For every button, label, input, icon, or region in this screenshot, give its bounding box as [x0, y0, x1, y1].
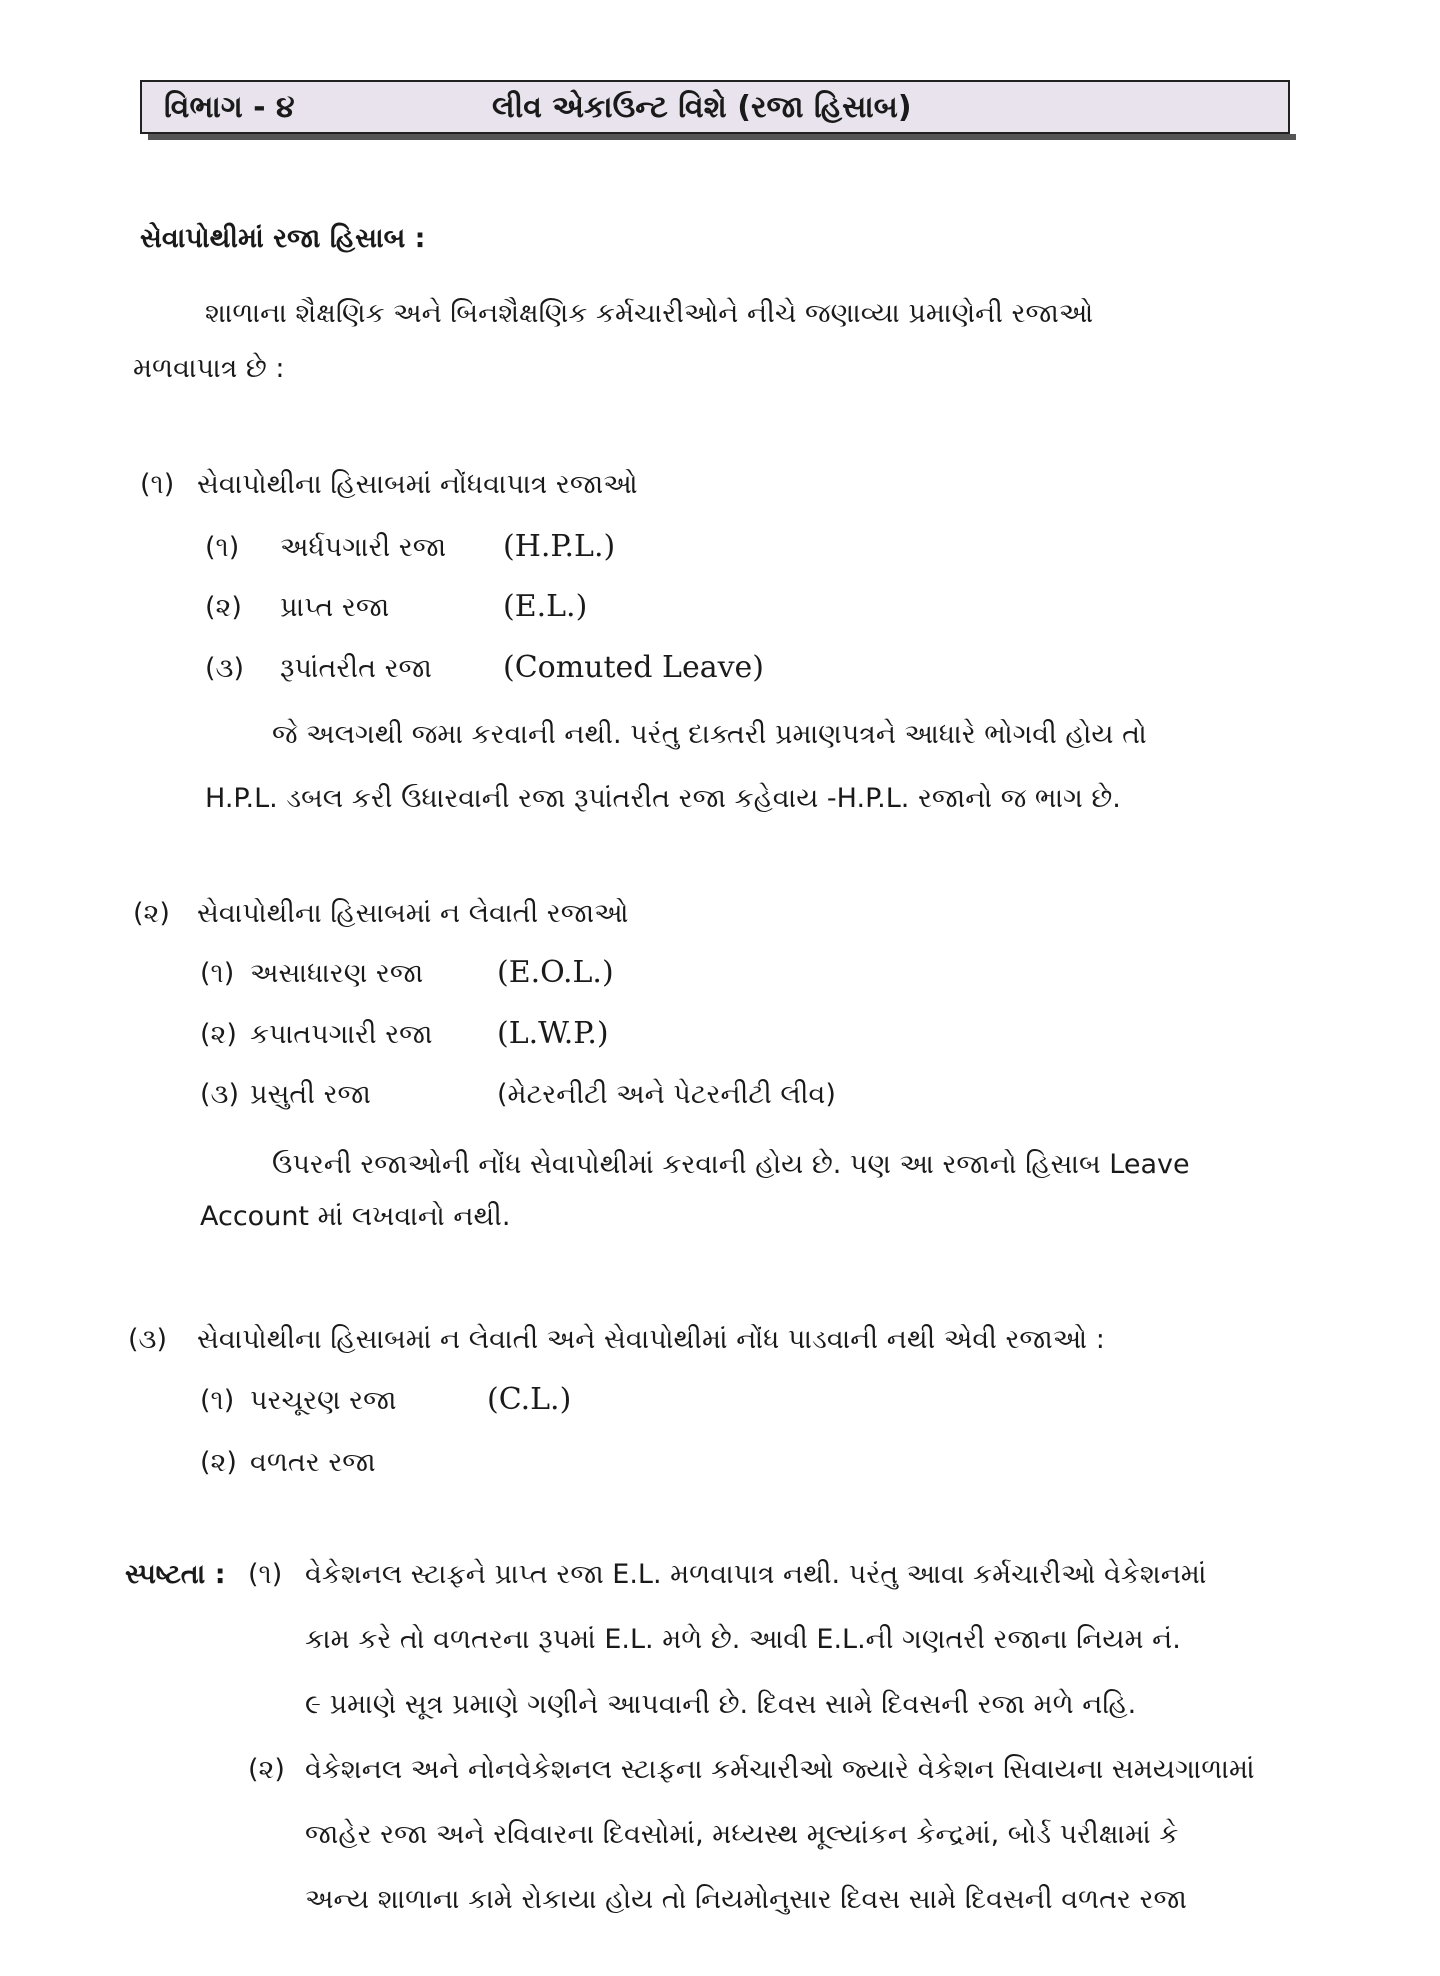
clarification-p2-line-1: વેકેશનલ અને નોનવેકેશનલ સ્ટાફના કર્મચારીઓ જ્યારે વેકેશન સિવાયના સમયગાળામાં [305, 1754, 1255, 1785]
section-title: લીવ એકાઉન્ટ વિશે (રજા હિસાબ) [492, 90, 912, 125]
part2-title: સેવાપોથીના હિસાબમાં ન લેવાતી રજાઓ [197, 898, 629, 929]
clarification-point-number: (૨) [248, 1754, 285, 1785]
part3-item-number: (૧) [200, 1385, 235, 1416]
part3-item-name: પરચૂરણ રજા [250, 1385, 397, 1416]
part1-item-code: (E.L.) [503, 589, 588, 624]
clarification-p1-line-1: વેકેશનલ સ્ટાફને પ્રાપ્ત રજા E.L. મળવાપાત્ર નથી. પરંતુ આવા કર્મચારીઓ વેકેશનમાં [305, 1559, 1207, 1590]
part1-item-code: (Comuted Leave) [503, 650, 765, 685]
part1-item-name: રૂપાંતરીત રજા [280, 653, 432, 684]
part2-item-number: (૨) [200, 1019, 237, 1050]
clarification-p1-line-3: ૯ પ્રમાણે સૂત્ર પ્રમાણે ગણીને આપવાની છે. દિવસ સામે દિવસની રજા મળે નહિ. [305, 1689, 1137, 1720]
part1-item-number: (૧) [205, 532, 240, 563]
part1-item-name: અર્ધપગારી રજા [280, 532, 447, 563]
intro-line-2: મળવાપાત્ર છે : [133, 353, 285, 384]
part3-title: સેવાપોથીના હિસાબમાં ન લેવાતી અને સેવાપોથીમાં નોંધ પાડવાની નથી એવી રજાઓ : [197, 1324, 1105, 1355]
part2-item-name: અસાધારણ રજા [250, 958, 424, 989]
part1-title: સેવાપોથીના હિસાબમાં નોંધવાપાત્ર રજાઓ [197, 469, 638, 500]
part1-item-code: (H.P.L.) [503, 529, 616, 564]
part2-note-line-2: Account માં લખવાનો નથી. [200, 1201, 511, 1232]
part1-note-line-2: H.P.L. ડબલ કરી ઉધારવાની રજા રૂપાંતરીત રજા કહેવાય -H.P.L. રજાનો જ ભાગ છે. [205, 783, 1121, 814]
section-header-box [140, 80, 1290, 134]
part2-item-code: (E.O.L.) [497, 955, 614, 990]
part1-note-line-1: જે અલગથી જમા કરવાની નથી. પરંતુ દાક્તરી પ્રમાણપત્રને આધારે ભોગવી હોય તો [272, 719, 1147, 750]
page-heading: સેવાપોથીમાં રજા હિસાબ : [140, 223, 426, 254]
intro-line-1: શાળાના શૈક્ષણિક અને બિનશૈક્ષણિક કર્મચારીઓને નીચે જણાવ્યા પ્રમાણેની રજાઓ [205, 298, 1094, 329]
part3-item-name: વળતર રજા [250, 1447, 376, 1478]
part1-item-name: પ્રાપ્ત રજા [280, 592, 390, 623]
part3-item-code: (C.L.) [487, 1382, 572, 1417]
clarification-label: સ્પષ્ટતા : [125, 1559, 226, 1590]
clarification-p2-line-2: જાહેર રજા અને રવિવારના દિવસોમાં, મધ્યસ્થ મૂલ્યાંકન કેન્દ્રમાં, બોર્ડ પરીક્ષામાં કે [305, 1819, 1179, 1850]
part1-item-number: (૩) [205, 653, 245, 684]
part1-item-number: (૨) [205, 592, 242, 623]
section-number: વિભાગ - ૪ [164, 90, 295, 125]
part2-item-name: પ્રસુતી રજા [250, 1079, 371, 1110]
clarification-p2-line-3: અન્ય શાળાના કામે રોકાયા હોય તો નિયમોનુસાર દિવસ સામે દિવસની વળતર રજા [305, 1884, 1187, 1915]
part3-item-number: (૨) [200, 1447, 237, 1478]
part2-item-name: કપાતપગારી રજા [250, 1019, 433, 1050]
clarification-point-number: (૧) [248, 1559, 283, 1590]
part2-note-line-1: ઉપરની રજાઓની નોંધ સેવાપોથીમાં કરવાની હોય છે. પણ આ રજાનો હિસાબ Leave [272, 1149, 1190, 1180]
part2-item-number: (૧) [200, 958, 235, 989]
part2-item-code: (L.W.P.) [497, 1016, 609, 1051]
clarification-p1-line-2: કામ કરે તો વળતરના રૂપમાં E.L. મળે છે. આવી E.L.ની ગણતરી રજાના નિયમ નં. [305, 1624, 1181, 1655]
part2-item-code: (મેટરનીટી અને પેટરનીટી લીવ) [497, 1079, 836, 1110]
part1-number: (૧) [140, 469, 175, 500]
part2-item-number: (૩) [200, 1079, 240, 1110]
part3-number: (૩) [128, 1324, 168, 1355]
part2-number: (૨) [133, 898, 170, 929]
